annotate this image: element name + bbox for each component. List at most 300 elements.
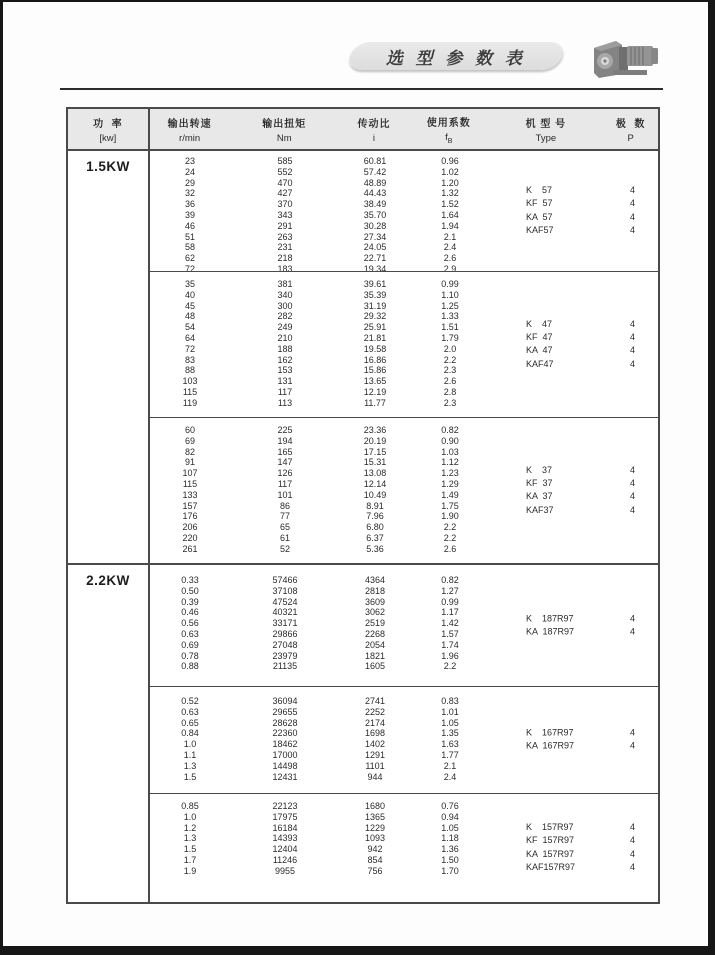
power-label: 1.5KW: [86, 159, 130, 174]
ratio-cell: 30.28: [363, 220, 387, 231]
ratio-cell: 12.14: [363, 478, 387, 489]
power-column: [68, 565, 150, 902]
torque-cell: 263: [277, 231, 293, 242]
ratio-cell: 38.49: [363, 199, 387, 210]
ratio-cell: 10.49: [363, 489, 387, 500]
ratio-cell: 19.58: [363, 343, 387, 354]
ratio-cell: 60.81: [363, 156, 387, 166]
col-header-factor: 使用系数 $f_B$: [426, 117, 471, 145]
speed-cell: 83: [184, 354, 195, 365]
type-list: [490, 727, 658, 754]
model-cell: KA 37: [526, 491, 553, 502]
ratio-cell: 1821: [364, 650, 386, 661]
model-cell: KA 167R97: [526, 741, 575, 751]
speed-cell: 36: [184, 199, 195, 210]
type-list: [490, 184, 658, 238]
table-row: [150, 533, 658, 544]
speed-cell: 206: [182, 522, 198, 533]
torque-cell: 147: [277, 457, 293, 468]
ratio-cell: 35.70: [363, 209, 387, 220]
factor-cell: 1.27: [441, 585, 459, 596]
factor-cell: 1.29: [441, 478, 459, 489]
table-row: [150, 651, 658, 662]
table-body: [68, 151, 658, 902]
table-row: [150, 640, 658, 651]
torque-cell: 21135: [272, 661, 298, 672]
ratio-cell: 17.15: [363, 446, 387, 457]
model-cell: KAF157R97: [526, 862, 576, 873]
ratio-cell: 13.65: [363, 376, 387, 387]
type-list: [490, 612, 658, 639]
factor-cell: 2.6: [443, 376, 457, 387]
torque-cell: 101: [277, 489, 293, 500]
factor-cell: 1.33: [441, 311, 459, 322]
table-row: [150, 661, 658, 672]
speed-cell: 39: [184, 209, 195, 220]
torque-cell: 57466: [272, 575, 298, 585]
speed-cell: 29: [184, 177, 195, 188]
table-row: [150, 398, 658, 409]
poles-cell: 4: [629, 613, 635, 624]
speed-cell: 0.85: [181, 801, 199, 811]
ratio-cell: 48.89: [363, 177, 387, 188]
speed-cell: 115: [182, 478, 198, 489]
factor-cell: 2.8: [443, 386, 457, 397]
torque-cell: 231: [277, 242, 293, 253]
ratio-cell: 1605: [364, 661, 386, 672]
factor-cell: 1.12: [441, 457, 459, 468]
ratio-cell: 7.96: [366, 511, 384, 522]
poles-cell: 4: [629, 345, 635, 356]
factor-cell: 0.99: [441, 596, 459, 607]
col-header-torque: 输出扭矩 Nm: [262, 118, 307, 144]
torque-cell: 343: [277, 209, 293, 220]
speed-cell: 45: [184, 300, 195, 311]
table-row: [150, 447, 658, 458]
poles-cell: 4: [629, 185, 635, 196]
ratio-cell: 44.43: [363, 188, 387, 199]
ratio-cell: 1365: [364, 811, 386, 822]
table-header: [68, 109, 658, 151]
torque-cell: 40321: [272, 607, 298, 618]
type-line: [490, 491, 658, 504]
table-row: [150, 575, 658, 586]
type-line: [490, 727, 658, 740]
torque-cell: 16184: [272, 822, 298, 833]
torque-cell: 162: [277, 354, 293, 365]
torque-cell: 22360: [272, 728, 298, 739]
factor-cell: 0.90: [441, 435, 459, 446]
ratio-cell: 6.80: [366, 522, 384, 533]
table-row: [150, 772, 658, 783]
speed-cell: 23: [184, 156, 195, 166]
type-line: [490, 626, 658, 639]
torque-cell: 36094: [272, 696, 298, 706]
power-column: [68, 151, 150, 563]
ratio-cell: 27.34: [363, 231, 387, 242]
factor-cell: 1.23: [441, 468, 459, 479]
ratio-cell: 2741: [364, 696, 386, 706]
torque-cell: 47524: [272, 596, 298, 607]
speed-cell: 0.52: [181, 696, 199, 706]
ratio-cell: 3062: [364, 607, 386, 618]
model-cell: KF 57: [526, 198, 553, 209]
torque-cell: 27048: [272, 639, 298, 650]
poles-cell: 4: [629, 862, 635, 873]
factor-cell: 0.82: [441, 425, 459, 435]
table-row: [150, 696, 658, 707]
speed-cell: 48: [184, 311, 195, 322]
ratio-cell: 1291: [364, 749, 386, 760]
power-section: [68, 565, 658, 902]
torque-cell: 23979: [272, 650, 298, 661]
torque-cell: 249: [277, 322, 293, 333]
ratio-cell: 31.19: [363, 300, 387, 311]
speed-cell: 1.7: [183, 854, 197, 865]
table-row: [150, 253, 658, 264]
factor-cell: 1.74: [441, 639, 459, 650]
table-row: [150, 544, 658, 555]
torque-cell: 113: [277, 397, 293, 408]
power-label: 2.2KW: [86, 573, 130, 588]
poles-cell: 4: [629, 849, 635, 859]
speed-cell: 1.2: [183, 822, 197, 833]
torque-cell: 194: [277, 435, 293, 446]
gear-size-block: [150, 794, 658, 902]
factor-cell: 1.03: [441, 446, 459, 457]
type-line: [490, 612, 658, 625]
poles-cell: 4: [629, 504, 635, 515]
torque-cell: 300: [277, 300, 293, 311]
table-row: [150, 425, 658, 436]
speed-cell: 119: [182, 397, 198, 408]
speed-cell: 72: [184, 343, 195, 354]
speed-cell: 0.63: [181, 706, 199, 717]
table-row: [150, 761, 658, 772]
factor-cell: 1.35: [441, 728, 459, 739]
torque-cell: 225: [277, 425, 293, 435]
ratio-cell: 1402: [364, 739, 386, 750]
model-cell: K 167R97: [526, 727, 574, 738]
torque-cell: 131: [277, 376, 293, 387]
speed-cell: 58: [184, 242, 195, 253]
torque-cell: 33171: [272, 618, 298, 629]
table-row: [150, 301, 658, 312]
table-row: [150, 801, 658, 812]
poles-cell: 4: [629, 212, 635, 222]
ratio-cell: 35.39: [363, 289, 387, 300]
torque-cell: 14498: [272, 760, 298, 771]
speed-cell: 0.33: [181, 575, 199, 585]
model-cell: K 47: [526, 318, 553, 329]
model-cell: KA 157R97: [526, 849, 575, 859]
speed-cell: 40: [184, 289, 195, 300]
table-row: [150, 586, 658, 597]
table-row: [150, 264, 658, 272]
speed-cell: 72: [184, 263, 195, 272]
speed-cell: 133: [182, 489, 198, 500]
table-row: [150, 290, 658, 301]
speed-cell: 0.69: [181, 639, 199, 650]
factor-cell: 2.3: [443, 397, 457, 408]
speed-cell: 1.9: [183, 865, 197, 876]
ratio-cell: 15.86: [363, 365, 387, 376]
speed-cell: 220: [182, 532, 198, 543]
type-line: [490, 835, 658, 848]
type-list: [490, 318, 658, 372]
ratio-cell: 25.91: [363, 322, 387, 333]
type-line: [490, 331, 658, 344]
speed-cell: 0.65: [181, 717, 199, 728]
factor-cell: 0.99: [441, 279, 459, 289]
torque-cell: 17975: [272, 811, 298, 822]
torque-cell: 282: [277, 311, 293, 322]
model-cell: KA 187R97: [526, 626, 575, 637]
factor-cell: 1.42: [441, 618, 459, 629]
factor-cell: 1.77: [441, 749, 459, 760]
factor-cell: 1.64: [441, 209, 459, 220]
ratio-cell: 4364: [364, 575, 386, 585]
factor-cell: 1.63: [441, 739, 459, 750]
torque-cell: 14393: [272, 833, 298, 844]
model-cell: KA 47: [526, 345, 553, 356]
factor-cell: 1.94: [441, 220, 459, 231]
factor-cell: 1.49: [441, 489, 459, 500]
type-line: [490, 464, 658, 477]
model-cell: K 187R97: [526, 613, 574, 624]
factor-cell: 0.96: [441, 156, 459, 166]
ratio-cell: 22.71: [363, 253, 387, 264]
factor-cell: 1.50: [441, 854, 459, 865]
ratio-cell: 15.31: [363, 457, 387, 468]
table-row: [150, 707, 658, 718]
ratio-cell: 57.42: [363, 166, 387, 177]
poles-cell: 4: [629, 358, 635, 369]
speed-cell: 107: [182, 468, 198, 479]
type-line: [490, 477, 658, 490]
ratio-cell: 756: [367, 865, 383, 876]
ratio-cell: 21.81: [363, 332, 387, 343]
factor-cell: 0.94: [441, 811, 459, 822]
factor-cell: 1.05: [441, 822, 459, 833]
ratio-cell: 1680: [364, 801, 386, 811]
col-header-power: 功 率 [kw]: [68, 109, 150, 149]
col-header-ratio: 传动比 i: [357, 118, 391, 144]
factor-cell: 1.36: [441, 844, 459, 855]
factor-cell: 1.20: [441, 177, 459, 188]
table-row: [150, 387, 658, 398]
factor-cell: 0.83: [441, 696, 459, 706]
col-header-type: 机 型 号 Type: [525, 118, 567, 144]
type-list: [490, 821, 658, 875]
model-cell: KAF57: [526, 225, 554, 236]
ratio-cell: 2818: [364, 585, 386, 596]
torque-cell: 61: [279, 532, 290, 543]
torque-cell: 22123: [272, 801, 298, 811]
type-line: [490, 318, 658, 331]
table-row: [150, 167, 658, 178]
type-line: [490, 224, 658, 237]
torque-cell: 381: [277, 279, 293, 289]
speed-cell: 1.3: [183, 760, 197, 771]
speed-cell: 1.3: [183, 833, 197, 844]
ratio-cell: 1698: [364, 728, 386, 739]
factor-cell: 0.76: [441, 801, 459, 811]
type-line: [490, 740, 658, 753]
factor-cell: 1.10: [441, 289, 459, 300]
ratio-cell: 1229: [364, 822, 386, 833]
speed-cell: 0.84: [181, 728, 199, 739]
factor-cell: 1.52: [441, 199, 459, 210]
ratio-cell: 1101: [365, 760, 385, 771]
factor-cell: 0.82: [441, 575, 459, 585]
model-cell: K 57: [526, 185, 553, 196]
torque-cell: 188: [277, 343, 293, 354]
factor-cell: 1.18: [441, 833, 459, 844]
ratio-cell: 2268: [364, 628, 386, 639]
gearbox-photo: [589, 36, 663, 82]
factor-cell: 2.4: [443, 242, 457, 253]
ratio-cell: 944: [367, 771, 383, 782]
torque-cell: 77: [279, 511, 290, 522]
torque-cell: 11246: [272, 854, 298, 865]
factor-cell: 1.70: [441, 865, 459, 876]
factor-cell: 1.51: [441, 322, 459, 333]
factor-cell: 1.02: [441, 166, 459, 177]
speed-cell: 64: [184, 332, 195, 343]
ratio-cell: 1093: [364, 833, 386, 844]
torque-cell: 291: [277, 220, 293, 231]
factor-cell: 2.2: [443, 522, 457, 533]
factor-cell: 1.90: [441, 511, 459, 522]
speed-cell: 0.46: [181, 607, 199, 618]
table-row: [150, 597, 658, 608]
ratio-cell: 29.32: [363, 311, 387, 322]
factor-cell: 2.2: [443, 532, 457, 543]
gear-size-block: [150, 418, 658, 563]
model-cell: KA 57: [526, 212, 553, 222]
ratio-cell: 39.61: [363, 279, 387, 289]
factor-cell: 2.9: [443, 263, 457, 272]
factor-cell: 2.1: [443, 231, 457, 242]
col-header-poles: 极 数 P: [615, 118, 646, 144]
torque-cell: 37108: [272, 585, 298, 596]
ratio-cell: 16.86: [363, 354, 387, 365]
gear-size-block: [150, 272, 658, 418]
poles-cell: 4: [629, 741, 635, 751]
type-list: [490, 464, 658, 518]
poles-cell: 4: [629, 225, 635, 236]
speed-cell: 88: [184, 365, 195, 376]
torque-cell: 153: [277, 365, 293, 376]
speed-cell: 46: [184, 220, 195, 231]
model-cell: KAF47: [526, 358, 554, 369]
torque-cell: 52: [279, 543, 290, 554]
ratio-cell: 24.05: [363, 242, 387, 253]
poles-cell: 4: [629, 318, 635, 329]
factor-cell: 2.3: [443, 365, 457, 376]
model-cell: KF 157R97: [526, 835, 575, 846]
speed-cell: 103: [182, 376, 198, 387]
ratio-cell: 19.34: [363, 263, 387, 272]
factor-cell: 2.2: [443, 354, 457, 365]
type-line: [490, 198, 658, 211]
ratio-cell: 20.19: [363, 435, 387, 446]
factor-cell: 2.0: [443, 343, 457, 354]
factor-cell: 1.32: [441, 188, 459, 199]
power-section: [68, 151, 658, 565]
torque-cell: 17000: [272, 749, 298, 760]
torque-cell: 427: [277, 188, 293, 199]
torque-cell: 126: [277, 468, 293, 479]
torque-cell: 370: [277, 199, 293, 210]
torque-cell: 165: [277, 446, 293, 457]
ratio-cell: 8.91: [366, 500, 384, 511]
table-row: [150, 242, 658, 253]
ratio-cell: 12.19: [363, 386, 387, 397]
ratio-cell: 11.77: [364, 397, 386, 408]
torque-cell: 117: [277, 386, 293, 397]
poles-cell: 4: [629, 835, 635, 846]
torque-cell: 117: [277, 478, 293, 489]
header-divider: [60, 88, 663, 90]
speed-cell: 115: [182, 386, 198, 397]
speed-cell: 32: [184, 188, 195, 199]
gear-size-block: [150, 151, 658, 272]
type-line: [490, 358, 658, 371]
poles-cell: 4: [629, 626, 635, 637]
table-row: [150, 156, 658, 167]
speed-cell: 60: [184, 425, 195, 435]
table-row: [150, 279, 658, 290]
ratio-cell: 2519: [364, 618, 386, 629]
torque-cell: 218: [277, 253, 293, 264]
torque-cell: 183: [277, 263, 293, 272]
torque-cell: 12431: [272, 771, 298, 782]
factor-cell: 1.05: [441, 717, 459, 728]
type-line: [490, 345, 658, 358]
table-row: [150, 436, 658, 447]
factor-cell: 1.57: [441, 628, 459, 639]
torque-cell: 12404: [272, 844, 298, 855]
ratio-cell: 2252: [364, 706, 386, 717]
table-row: [150, 522, 658, 533]
poles-cell: 4: [629, 822, 635, 833]
model-cell: KAF37: [526, 504, 554, 515]
gear-size-block: [150, 687, 658, 794]
speed-cell: 1.1: [183, 749, 197, 760]
model-cell: K 157R97: [526, 822, 574, 833]
speed-cell: 82: [184, 446, 195, 457]
torque-cell: 29655: [272, 706, 298, 717]
gear-size-block: [150, 565, 658, 687]
ratio-cell: 942: [367, 844, 383, 855]
factor-cell: 1.79: [441, 332, 459, 343]
model-cell: KF 47: [526, 332, 553, 343]
torque-cell: 65: [279, 522, 290, 533]
type-line: [490, 211, 658, 224]
speed-cell: 1.5: [183, 844, 197, 855]
ratio-cell: 6.37: [366, 532, 384, 543]
torque-cell: 18462: [272, 739, 298, 750]
torque-cell: 585: [277, 156, 293, 166]
speed-cell: 1.0: [183, 811, 197, 822]
type-line: [490, 861, 658, 874]
ratio-cell: 23.36: [363, 425, 387, 435]
table-row: [150, 376, 658, 387]
factor-cell: 2.6: [443, 543, 457, 554]
ratio-cell: 5.36: [366, 543, 384, 554]
